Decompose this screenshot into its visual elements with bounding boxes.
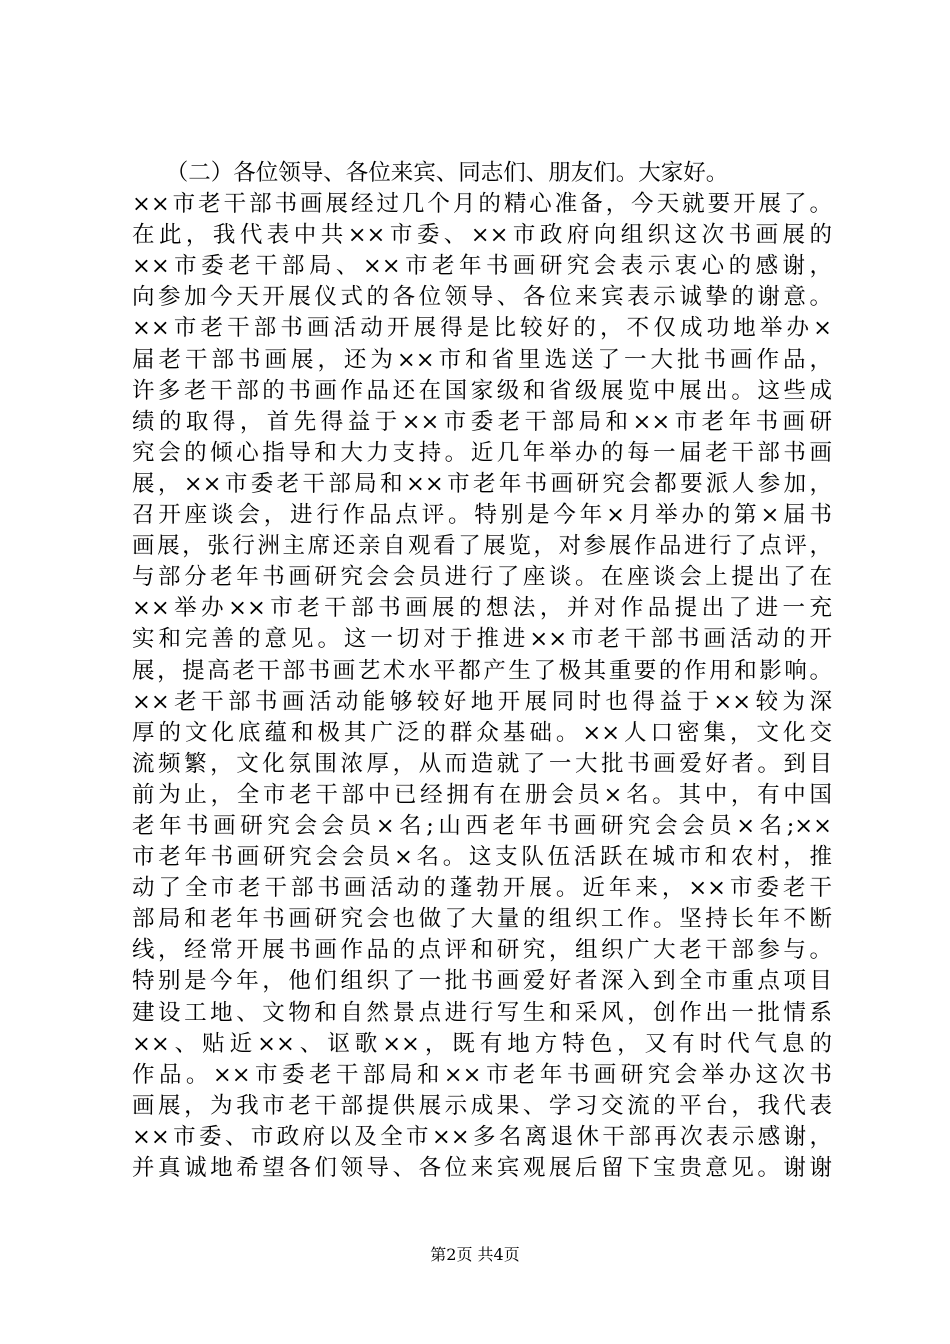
text-line: 厚的文化底蕴和极其广泛的群众基础。××人口密集，文化交 (132, 719, 832, 746)
page-number-footer: 第2页 共4页 (430, 1245, 520, 1264)
text-line: 召开座谈会，进行作品点评。特别是今年×月举办的第×届书 (132, 502, 832, 529)
text-line: ××、贴近××、讴歌××，既有地方特色，又有时代气息的 (132, 1030, 832, 1057)
text-line: 展，××市委老干部局和××市老年书画研究会都要派人参加， (132, 470, 832, 497)
text-line: ××老干部书画活动能够较好地开展同时也得益于××较为深 (132, 688, 832, 715)
text-line: 前为止，全市老干部中已经拥有在册会员×名。其中，有中国 (132, 781, 832, 808)
text-line: 许多老干部的书画作品还在国家级和省级展览中展出。这些成 (132, 377, 832, 404)
text-line: 实和完善的意见。这一切对于推进××市老干部书画活动的开 (132, 626, 832, 653)
text-line: 画展，张行洲主席还亲自观看了展览，对参展作品进行了点评， (132, 533, 832, 560)
text-line: ××市老干部书画活动开展得是比较好的，不仅成功地举办× (132, 315, 832, 342)
text-line: 建设工地、文物和自然景点进行写生和采风，创作出一批情系 (132, 999, 832, 1026)
text-line: 在此，我代表中共××市委、××市政府向组织这次书画展的 (132, 222, 832, 249)
text-line: 画展，为我市老干部提供展示成果、学习交流的平台，我代表 (132, 1092, 832, 1119)
text-line: 线，经常开展书画作品的点评和研究，组织广大老干部参与。 (132, 937, 832, 964)
text-line: ××举办××市老干部书画展的想法，并对作品提出了进一充 (132, 595, 832, 622)
text-line: 市老年书画研究会会员×名。这支队伍活跃在城市和农村，推 (132, 844, 832, 871)
text-line: ××市委、市政府以及全市××多名离退休干部再次表示感谢， (132, 1123, 832, 1150)
text-line: 老年书画研究会会员×名;山西老年书画研究会会员×名;×× (132, 812, 832, 839)
text-line: 展，提高老干部书画艺术水平都产生了极其重要的作用和影响。 (132, 657, 832, 684)
text-line: 究会的倾心指导和大力支持。近几年举办的每一届老干部书画 (132, 439, 832, 466)
text-line: ××市老干部书画展经过几个月的精心准备，今天就要开展了。 (132, 191, 832, 218)
text-line: 与部分老年书画研究会会员进行了座谈。在座谈会上提出了在 (132, 564, 832, 591)
text-line: ××市委老干部局、××市老年书画研究会表示衷心的感谢， (132, 253, 832, 280)
text-line: 流频繁，文化氛围浓厚，从而造就了一大批书画爱好者。到目 (132, 750, 832, 777)
text-line: 部局和老年书画研究会也做了大量的组织工作。坚持长年不断 (132, 906, 832, 933)
text-line: 特别是今年，他们组织了一批书画爱好者深入到全市重点项目 (132, 968, 832, 995)
text-line: 向参加今天开展仪式的各位领导、各位来宾表示诚挚的谢意。 (132, 284, 832, 311)
text-line: 届老干部书画展，还为××市和省里选送了一大批书画作品， (132, 346, 832, 373)
text-line: （二）各位领导、各位来宾、同志们、朋友们。大家好。 (132, 160, 729, 186)
text-line: 并真诚地希望各们领导、各位来宾观展后留下宝贵意见。谢谢 (132, 1155, 832, 1181)
text-line: 作品。××市委老干部局和××市老年书画研究会举办这次书 (132, 1061, 832, 1088)
text-line: 绩的取得，首先得益于××市委老干部局和××市老年书画研 (132, 408, 832, 435)
body-text (132, 158, 832, 1184)
text-line: 动了全市老干部书画活动的蓬勃开展。近年来，××市委老干 (132, 875, 832, 902)
